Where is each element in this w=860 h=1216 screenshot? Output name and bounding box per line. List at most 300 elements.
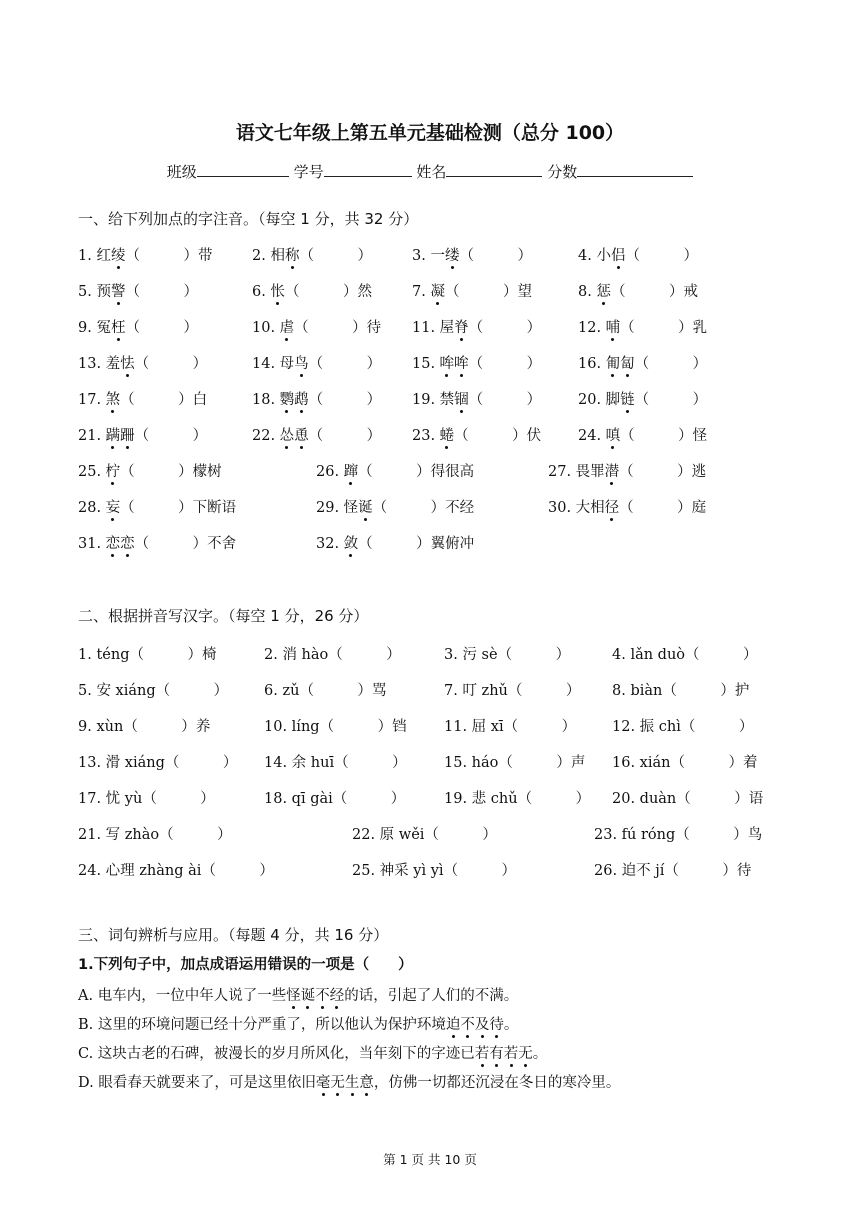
answer-blank: （ ） <box>685 647 758 663</box>
dotted-char: 不 <box>460 1017 475 1033</box>
dotted-char: 诞 <box>358 500 373 516</box>
hanzi-item <box>612 715 753 736</box>
hanzi-item <box>594 859 751 880</box>
dotted-char: 称 <box>284 248 300 264</box>
item-text: 安 xiáng <box>96 683 156 699</box>
answer-blank: （ ） <box>443 863 517 879</box>
item-text: 然 <box>357 284 372 300</box>
option-text: 。 <box>532 1046 548 1062</box>
item-text: 心理 zhàng ài <box>105 863 202 879</box>
item-text: 怪 <box>343 500 359 516</box>
item-number: 17. <box>78 791 106 807</box>
dotted-char: 警 <box>110 284 126 300</box>
item-number: 7. <box>444 683 463 699</box>
dotted-char: 恋 <box>105 536 121 552</box>
page-title: 语文七年级上第五单元基础检测（总分 100） <box>235 122 625 144</box>
dotted-char: 怯 <box>120 356 135 372</box>
hanzi-item <box>612 787 763 808</box>
option-text: 眼看春天就要来了，可是这里依旧 <box>98 1075 316 1091</box>
item-number: 15. <box>412 356 440 372</box>
dotted-char: 脊 <box>454 320 469 336</box>
item-number: 4. <box>612 647 631 663</box>
pinyin-item <box>548 496 706 517</box>
hanzi-item <box>444 715 576 736</box>
item-text: 不舍 <box>207 536 237 552</box>
hanzi-item <box>612 679 749 700</box>
section1-row <box>78 388 798 412</box>
item-text: lǎn duò <box>630 647 686 663</box>
pinyin-item <box>548 460 706 481</box>
pinyin-item <box>78 496 236 517</box>
answer-blank: （ ） <box>299 248 372 264</box>
option-c <box>78 1042 547 1063</box>
dotted-char: 毫 <box>315 1075 331 1091</box>
item-text: 悲 chǔ <box>471 791 518 807</box>
dotted-char: 虐 <box>279 320 295 336</box>
item-text: 待 <box>366 320 382 336</box>
dotted-char: 绫 <box>110 248 126 264</box>
hanzi-item <box>444 679 580 700</box>
item-text: 铛 <box>392 719 407 735</box>
pinyin-item <box>78 352 207 373</box>
item-text: 相 <box>270 248 285 264</box>
option-text: 这块古老的石碑，被漫长的岁月所风化，当年刻下的字迹已 <box>97 1046 475 1062</box>
item-number: 22. <box>352 827 380 843</box>
item-number: 31. <box>78 536 106 552</box>
pinyin-item <box>252 424 381 445</box>
option-label: D. <box>78 1075 99 1091</box>
dotted-char: 鹦 <box>279 392 295 408</box>
hanzi-item <box>352 859 516 880</box>
answer-blank: （ ） <box>142 791 215 807</box>
name-label: 姓名 <box>416 163 447 181</box>
answer-blank: （ ） <box>120 500 193 516</box>
pinyin-item <box>578 388 707 409</box>
answer-blank: （ ） <box>676 791 749 807</box>
pinyin-item <box>578 244 698 265</box>
dotted-char: 怪 <box>286 988 301 1004</box>
page-footer: 第 1 页 共 10 页 <box>383 1152 477 1167</box>
section1-row <box>78 460 798 484</box>
item-number: 28. <box>78 500 106 516</box>
item-number: 27. <box>548 464 576 480</box>
pinyin-item <box>316 460 474 481</box>
section2-row <box>78 787 798 811</box>
dotted-char: 怅 <box>270 284 285 300</box>
item-text: 伏 <box>526 428 542 444</box>
section2-row <box>78 823 798 847</box>
section3-heading: 三、词句辨析与应用。（每题 4 分，共 16 分） <box>78 926 389 944</box>
pinyin-item <box>412 244 532 265</box>
answer-blank: （ ） <box>120 392 193 408</box>
hanzi-item <box>264 679 386 700</box>
item-text: 椅 <box>201 647 217 663</box>
dotted-char: 凝 <box>430 284 445 300</box>
dotted-char: 无 <box>518 1046 533 1062</box>
item-text: 神采 yì yì <box>379 863 444 879</box>
pinyin-item <box>252 280 372 301</box>
answer-blank: （ ） <box>664 863 737 879</box>
item-text: líng <box>291 719 320 735</box>
dotted-char: 侣 <box>610 248 626 264</box>
pinyin-item <box>412 388 541 409</box>
item-text: 写 zhào <box>105 827 160 843</box>
item-number: 20. <box>578 392 606 408</box>
item-text: 下断语 <box>192 500 237 516</box>
hanzi-item <box>444 751 585 772</box>
pinyin-item <box>252 316 381 337</box>
hanzi-item <box>78 751 237 772</box>
answer-blank: （ ） <box>620 320 693 336</box>
answer-blank: （ ） <box>319 719 393 735</box>
item-number: 3. <box>412 248 431 264</box>
hanzi-item <box>264 751 407 772</box>
section1-row <box>78 352 798 376</box>
pinyin-item <box>252 388 381 409</box>
item-text: 屈 xī <box>471 719 504 735</box>
answer-blank: （ ） <box>358 464 431 480</box>
item-number: 7. <box>412 284 431 300</box>
dotted-char: 蜷 <box>439 428 455 444</box>
dotted-char: 哺 <box>605 320 621 336</box>
hanzi-item <box>444 787 590 808</box>
dotted-char: 匐 <box>620 356 635 372</box>
item-text: 叮 zhǔ <box>462 683 508 699</box>
item-text: háo <box>471 755 499 771</box>
dotted-char: 惩 <box>596 284 611 300</box>
answer-blank: （ ） <box>125 284 198 300</box>
item-text: 不经 <box>445 500 475 516</box>
answer-blank: （ ） <box>155 683 229 699</box>
score-label: 分数 <box>547 163 578 181</box>
item-number: 8. <box>612 683 631 699</box>
item-text: 望 <box>517 284 532 300</box>
hanzi-item <box>612 751 757 772</box>
answer-blank: （ ） <box>129 647 202 663</box>
item-number: 22. <box>252 428 280 444</box>
item-text: 骂 <box>371 683 387 699</box>
dotted-char: 哞 <box>439 356 455 372</box>
item-text: 檬树 <box>192 464 222 480</box>
pinyin-item <box>78 532 236 553</box>
answer-blank: （ ） <box>134 536 208 552</box>
item-text: fú róng <box>621 827 676 843</box>
option-text: 电车内，一位中年人说了一些 <box>97 988 287 1004</box>
item-text: 小 <box>596 248 611 264</box>
hanzi-item <box>78 679 228 700</box>
item-text: 养 <box>195 719 211 735</box>
item-number: 14. <box>264 755 292 771</box>
item-number: 14. <box>252 356 280 372</box>
item-number: 18. <box>252 392 280 408</box>
item-number: 10. <box>252 320 280 336</box>
item-text: 脚 <box>605 392 621 408</box>
answer-blank: （ ） <box>123 719 196 735</box>
dotted-char: 意 <box>359 1075 374 1091</box>
answer-blank: （ ） <box>634 356 708 372</box>
answer-blank: （ ） <box>634 392 708 408</box>
option-label: C. <box>78 1046 98 1062</box>
name-blank <box>446 162 542 177</box>
item-number: 12. <box>612 719 640 735</box>
item-number: 1. <box>78 248 97 264</box>
item-text: xùn <box>96 719 124 735</box>
pinyin-item <box>252 244 372 265</box>
item-text: zǔ <box>282 683 300 699</box>
section1-row <box>78 316 798 340</box>
item-number: 21. <box>78 827 106 843</box>
item-number: 3. <box>444 647 463 663</box>
item-number: 15. <box>444 755 472 771</box>
section2-row <box>78 859 798 883</box>
hanzi-item <box>78 715 210 736</box>
item-text: 屋 <box>439 320 455 336</box>
item-text: 护 <box>734 683 750 699</box>
pinyin-item <box>78 388 207 409</box>
item-text: 庭 <box>691 500 707 516</box>
answer-blank: （ ） <box>468 392 542 408</box>
answer-blank: （ ） <box>619 464 692 480</box>
item-number: 2. <box>264 647 283 663</box>
item-text: 畏罪 <box>575 464 605 480</box>
hanzi-item <box>264 787 405 808</box>
answer-blank: （ ） <box>164 755 238 771</box>
item-text: biàn <box>630 683 663 699</box>
dotted-char: 妄 <box>105 500 121 516</box>
answer-blank: （ ） <box>328 647 401 663</box>
item-text: 忧 yù <box>105 791 143 807</box>
section1-row <box>78 424 798 448</box>
item-number: 23. <box>412 428 440 444</box>
hanzi-item <box>264 643 401 664</box>
hanzi-item <box>78 859 274 880</box>
answer-blank: （ ） <box>134 356 208 372</box>
answer-blank: （ ） <box>424 827 497 843</box>
item-text: 余 huī <box>291 755 335 771</box>
pinyin-item <box>78 424 207 445</box>
class-blank <box>197 162 289 177</box>
item-text: 着 <box>742 755 758 771</box>
dotted-char: 不 <box>315 988 330 1004</box>
pinyin-item <box>578 280 698 301</box>
answer-blank: （ ） <box>675 827 748 843</box>
answer-blank: （ ） <box>308 392 382 408</box>
option-d <box>78 1071 620 1092</box>
dotted-char: 无 <box>330 1075 345 1091</box>
dotted-char: 若 <box>503 1046 519 1062</box>
answer-blank: （ ） <box>332 791 406 807</box>
answer-blank: （ ） <box>459 248 532 264</box>
item-text: 乳 <box>692 320 708 336</box>
hanzi-item <box>78 823 232 844</box>
dotted-char: 锢 <box>454 392 469 408</box>
dotted-char: 诞 <box>300 988 316 1004</box>
item-text: 鸟 <box>747 827 763 843</box>
dotted-char: 鹉 <box>294 392 309 408</box>
dotted-char: 蹒 <box>105 428 121 444</box>
item-text: 待 <box>736 863 752 879</box>
item-text: 声 <box>570 755 586 771</box>
pinyin-item <box>578 316 707 337</box>
item-text: 带 <box>197 248 213 264</box>
item-number: 8. <box>578 284 597 300</box>
item-text: 预 <box>96 284 111 300</box>
option-text: 的话，引起了人们的不满。 <box>344 988 519 1004</box>
item-number: 26. <box>594 863 622 879</box>
answer-blank: （ ） <box>497 647 571 663</box>
item-number: 29. <box>316 500 344 516</box>
answer-blank: （ ） <box>159 827 232 843</box>
section2-row <box>78 715 798 739</box>
option-text: 。 <box>503 1017 519 1033</box>
option-label: A. <box>78 988 98 1004</box>
dotted-char: 有 <box>489 1046 504 1062</box>
dotted-char: 恋 <box>120 536 135 552</box>
item-text: 原 wěi <box>379 827 425 843</box>
answer-blank: （ ） <box>308 428 382 444</box>
answer-blank: （ ） <box>670 755 743 771</box>
item-number: 9. <box>78 719 97 735</box>
item-text: 滑 xiáng <box>105 755 165 771</box>
item-number: 32. <box>316 536 344 552</box>
hanzi-item <box>612 643 758 664</box>
answer-blank: （ ） <box>201 863 274 879</box>
answer-blank: （ ） <box>625 248 698 264</box>
hanzi-item <box>352 823 497 844</box>
answer-blank: （ ） <box>468 356 542 372</box>
item-number: 2. <box>252 248 271 264</box>
item-number: 23. <box>594 827 622 843</box>
item-number: 30. <box>548 500 576 516</box>
pinyin-item <box>578 424 707 445</box>
item-text: 一 <box>430 248 445 264</box>
item-number: 10. <box>264 719 292 735</box>
answer-blank: （ ） <box>498 755 571 771</box>
dotted-char: 蹿 <box>343 464 359 480</box>
pinyin-item <box>78 460 222 481</box>
pinyin-item <box>78 244 212 265</box>
item-number: 4. <box>578 248 597 264</box>
item-number: 11. <box>444 719 472 735</box>
item-text: 怪 <box>692 428 708 444</box>
item-number: 19. <box>412 392 440 408</box>
dotted-char: 经 <box>329 988 345 1004</box>
item-text: qī gài <box>291 791 333 807</box>
answer-blank: （ ） <box>294 320 367 336</box>
pinyin-item <box>252 352 381 373</box>
answer-blank: （ ） <box>517 791 591 807</box>
dotted-char: 柠 <box>105 464 121 480</box>
hanzi-item <box>264 715 407 736</box>
answer-blank: （ ） <box>620 428 693 444</box>
answer-blank: （ ） <box>454 428 527 444</box>
item-number: 25. <box>352 863 380 879</box>
section2-heading: 二、根据拼音写汉字。（每空 1 分，26 分） <box>78 607 369 625</box>
item-text: 大相 <box>575 500 605 516</box>
option-text: 这里的环境问题已经十分严重了，所以他认为保护环境 <box>97 1017 446 1033</box>
dotted-char: 哞 <box>454 356 469 372</box>
item-number: 5. <box>78 683 97 699</box>
pinyin-item <box>316 496 474 517</box>
dotted-char: 待 <box>489 1017 504 1033</box>
number-blank <box>324 162 412 177</box>
option-label: B. <box>78 1017 98 1033</box>
option-a <box>78 984 518 1005</box>
item-number: 18. <box>264 791 292 807</box>
item-text: 红 <box>96 248 111 264</box>
option-b <box>78 1013 518 1034</box>
answer-blank: （ ） <box>662 683 735 699</box>
item-number: 1. <box>78 647 97 663</box>
section1-row <box>78 280 798 304</box>
dotted-char: 跚 <box>120 428 135 444</box>
item-text: xián <box>639 755 671 771</box>
dotted-char: 枉 <box>110 320 126 336</box>
section2-row <box>78 679 798 703</box>
answer-blank: （ ） <box>372 500 446 516</box>
hanzi-item <box>78 643 216 664</box>
item-number: 17. <box>78 392 106 408</box>
dotted-char: 径 <box>604 500 620 516</box>
dotted-char: 煞 <box>105 392 121 408</box>
dotted-char: 敛 <box>343 536 359 552</box>
item-number: 25. <box>78 464 106 480</box>
answer-blank: （ ） <box>680 719 754 735</box>
number-label: 学号 <box>293 163 324 181</box>
item-text: 污 sè <box>462 647 498 663</box>
item-number: 19. <box>444 791 472 807</box>
answer-blank: （ ） <box>468 320 542 336</box>
item-text: 语 <box>748 791 764 807</box>
item-text: 戒 <box>683 284 698 300</box>
item-number: 6. <box>264 683 283 699</box>
item-text: 迫不 jí <box>621 863 665 879</box>
section1-row <box>78 244 798 268</box>
section1-row <box>78 532 798 556</box>
dotted-char: 鸟 <box>294 356 309 372</box>
answer-blank: （ ） <box>507 683 581 699</box>
pinyin-item <box>78 316 198 337</box>
item-text: 冤 <box>96 320 111 336</box>
section2-row <box>78 643 798 667</box>
dotted-char: 及 <box>474 1017 490 1033</box>
item-text: 羞 <box>105 356 121 372</box>
answer-blank: （ ） <box>120 464 193 480</box>
pinyin-item <box>412 424 541 445</box>
pinyin-item <box>412 316 541 337</box>
item-number: 20. <box>612 791 640 807</box>
pinyin-item <box>78 280 198 301</box>
pinyin-item <box>412 280 532 301</box>
item-number: 26. <box>316 464 344 480</box>
item-text: 得很高 <box>430 464 475 480</box>
answer-blank: （ ） <box>308 356 382 372</box>
item-text: téng <box>96 647 130 663</box>
item-number: 13. <box>78 356 106 372</box>
dotted-char: 怂 <box>279 428 295 444</box>
answer-blank: （ ） <box>358 536 431 552</box>
item-number: 12. <box>578 320 606 336</box>
item-text: 翼俯冲 <box>430 536 475 552</box>
answer-blank: （ ） <box>610 284 684 300</box>
item-number: 9. <box>78 320 97 336</box>
section2-row <box>78 751 798 775</box>
class-label: 班级 <box>166 163 197 181</box>
hanzi-item <box>78 787 215 808</box>
item-number: 11. <box>412 320 440 336</box>
dotted-char: 链 <box>620 392 635 408</box>
dotted-char: 恿 <box>294 428 309 444</box>
